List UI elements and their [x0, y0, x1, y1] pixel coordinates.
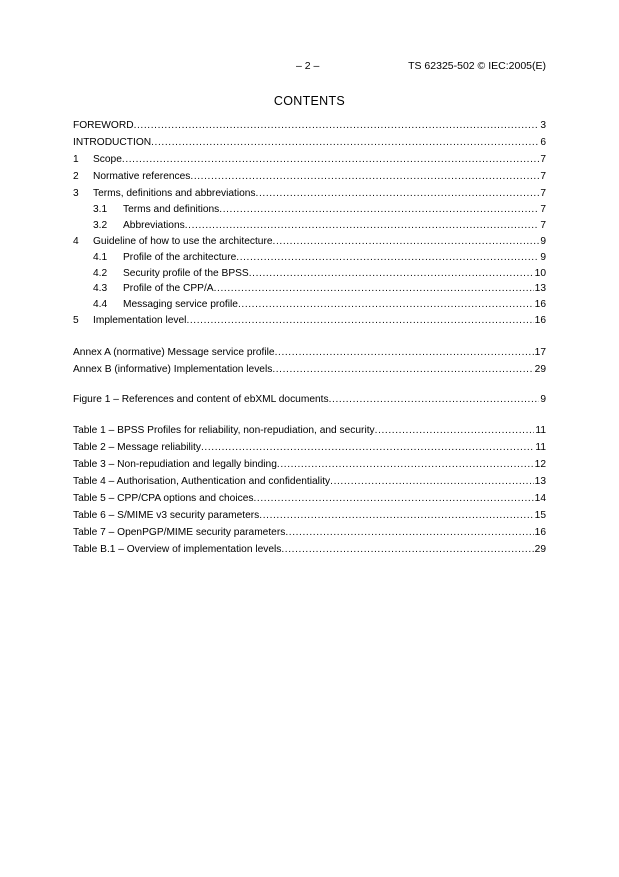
- dot-leader: [201, 439, 534, 456]
- toc-entry-number: 4.4: [93, 298, 108, 310]
- toc-entry[interactable]: [73, 422, 546, 439]
- toc-entry-label: Table 6 – S/MIME v3 security parameters: [73, 510, 260, 521]
- toc-entry-label: Scope: [93, 154, 122, 165]
- dot-leader: [281, 541, 533, 558]
- toc-entry-page: 14: [534, 493, 546, 504]
- dot-leader: [277, 456, 534, 473]
- toc-entry-page: 29: [534, 364, 546, 375]
- dot-leader: [249, 266, 534, 282]
- dot-leader: [236, 250, 539, 266]
- dot-leader: [253, 490, 533, 507]
- toc-entry-page: 16: [534, 315, 546, 326]
- dot-leader: [185, 218, 540, 234]
- toc-figures: [73, 391, 546, 408]
- toc-entry-page: 13: [534, 476, 546, 487]
- dot-leader: [330, 473, 534, 490]
- toc-entry-page: 9: [540, 252, 546, 263]
- toc-entry-page: 29: [534, 544, 546, 555]
- toc-entry[interactable]: [73, 266, 546, 282]
- toc-entry[interactable]: [73, 473, 546, 490]
- toc-entry-page: 6: [540, 137, 546, 148]
- toc-entry[interactable]: [73, 281, 546, 297]
- toc-annexes: [73, 344, 546, 378]
- toc-entry-label: Abbreviations: [123, 219, 185, 231]
- toc-entry-label: FOREWORD: [73, 120, 134, 131]
- toc-entry-page: 7: [540, 154, 546, 165]
- dot-leader: [214, 281, 534, 297]
- toc-entry-label: Profile of the architecture: [123, 252, 237, 263]
- dot-leader: [259, 507, 533, 524]
- toc-entry[interactable]: [73, 134, 546, 151]
- toc-entry-label: Implementation level: [93, 315, 187, 326]
- toc-entry[interactable]: [73, 456, 546, 473]
- toc-entry[interactable]: [73, 312, 546, 329]
- dot-leader: [122, 151, 539, 168]
- toc-entry-label: INTRODUCTION: [73, 137, 152, 148]
- page-number: – 2 –: [296, 60, 320, 72]
- dot-leader: [272, 361, 533, 378]
- toc-entry[interactable]: [73, 202, 546, 218]
- dot-leader: [329, 391, 540, 408]
- toc-entry-page: 12: [534, 459, 546, 470]
- toc-entry[interactable]: [73, 541, 546, 558]
- dot-leader: [186, 312, 533, 329]
- dot-leader: [375, 422, 535, 439]
- toc-entry-label: Table 2 – Message reliability: [73, 442, 201, 453]
- toc-tables: [73, 422, 546, 558]
- toc-entry-page: 16: [534, 298, 546, 310]
- toc-entry-number: 4.2: [93, 267, 108, 279]
- toc-entry-number: 1: [73, 154, 79, 165]
- dot-leader: [256, 185, 540, 202]
- dot-leader: [134, 117, 540, 134]
- toc-entry-number: 3.1: [93, 204, 108, 215]
- toc-entry-label: Normative references: [93, 171, 191, 182]
- dot-leader: [273, 233, 540, 250]
- toc-entry[interactable]: [73, 361, 546, 378]
- toc-entry[interactable]: [73, 218, 546, 234]
- toc-entry[interactable]: [73, 250, 546, 266]
- toc-entry-number: 5: [73, 315, 79, 326]
- toc-entry-label: Terms and definitions: [123, 204, 220, 215]
- toc-entry-number: 3.2: [93, 219, 108, 231]
- toc-entry[interactable]: [73, 297, 546, 313]
- toc-entry[interactable]: [73, 344, 546, 361]
- document-reference: TS 62325-502 © IEC:2005(E): [408, 60, 546, 72]
- toc-entry-label: Table 4 – Authorisation, Authentication and confidentiality: [73, 476, 331, 487]
- toc-entry-page: 7: [540, 188, 546, 199]
- toc-entry-label: Table 7 – OpenPGP/MIME security parameters: [73, 527, 286, 538]
- toc-entry-label: Table B.1 – Overview of implementation levels: [73, 544, 282, 555]
- toc-entry-page: 9: [540, 236, 546, 247]
- toc-entry[interactable]: [73, 391, 546, 408]
- toc-entry-label: Profile of the CPP/A: [123, 283, 214, 294]
- toc-entry[interactable]: [73, 507, 546, 524]
- toc-entry-number: 2: [73, 171, 79, 182]
- toc-main: [73, 117, 546, 329]
- dot-leader: [190, 168, 539, 185]
- toc-entry-page: 11: [535, 425, 546, 436]
- toc-entry-page: 16: [534, 527, 546, 538]
- toc-entry-page: 7: [540, 171, 546, 182]
- toc-entry-number: 4.3: [93, 283, 108, 294]
- toc-entry[interactable]: [73, 168, 546, 185]
- toc-entry-label: Annex A (normative) Message service profile: [73, 347, 275, 358]
- toc-entry[interactable]: [73, 524, 546, 541]
- dot-leader: [151, 134, 539, 151]
- toc-entry-page: 9: [540, 394, 546, 405]
- toc-entry[interactable]: [73, 233, 546, 250]
- toc-entry-page: 7: [540, 219, 546, 231]
- toc-entry-label: Annex B (informative) Implementation levels: [73, 364, 273, 375]
- toc-entry-label: Table 1 – BPSS Profiles for reliability, non-repudiation, and security: [73, 425, 375, 436]
- toc-entry-page: 11: [535, 442, 546, 453]
- dot-leader: [275, 344, 534, 361]
- toc-entry-page: 7: [540, 204, 546, 215]
- toc-entry-label: Table 5 – CPP/CPA options and choices: [73, 493, 254, 504]
- toc-entry-number: 4: [73, 236, 79, 247]
- toc-entry[interactable]: [73, 185, 546, 202]
- toc-entry[interactable]: [73, 117, 546, 134]
- toc-entry-page: 13: [534, 283, 546, 294]
- dot-leader: [285, 524, 533, 541]
- toc-entry-number: 3: [73, 188, 79, 199]
- toc-entry-page: 3: [540, 120, 546, 131]
- toc-entry-label: Guideline of how to use the architecture: [93, 236, 273, 247]
- toc-entry-label: Terms, definitions and abbreviations: [93, 188, 256, 199]
- toc-entry-label: Table 3 – Non-repudiation and legally binding: [73, 459, 277, 470]
- toc-entry-page: 10: [534, 267, 546, 279]
- toc-entry-label: Messaging service profile: [123, 298, 238, 310]
- toc-entry-label: Figure 1 – References and content of ebXML documents: [73, 394, 329, 405]
- toc-entry[interactable]: [73, 151, 546, 168]
- dot-leader: [219, 202, 539, 218]
- contents-title: CONTENTS: [273, 94, 346, 108]
- toc-entry-page: 15: [534, 510, 546, 521]
- toc-entry-label: Security profile of the BPSS: [123, 267, 249, 279]
- dot-leader: [238, 297, 534, 313]
- toc-entry-number: 4.1: [93, 252, 108, 263]
- toc-entry-page: 17: [534, 347, 546, 358]
- toc-entry[interactable]: [73, 439, 546, 456]
- toc-entry[interactable]: [73, 490, 546, 507]
